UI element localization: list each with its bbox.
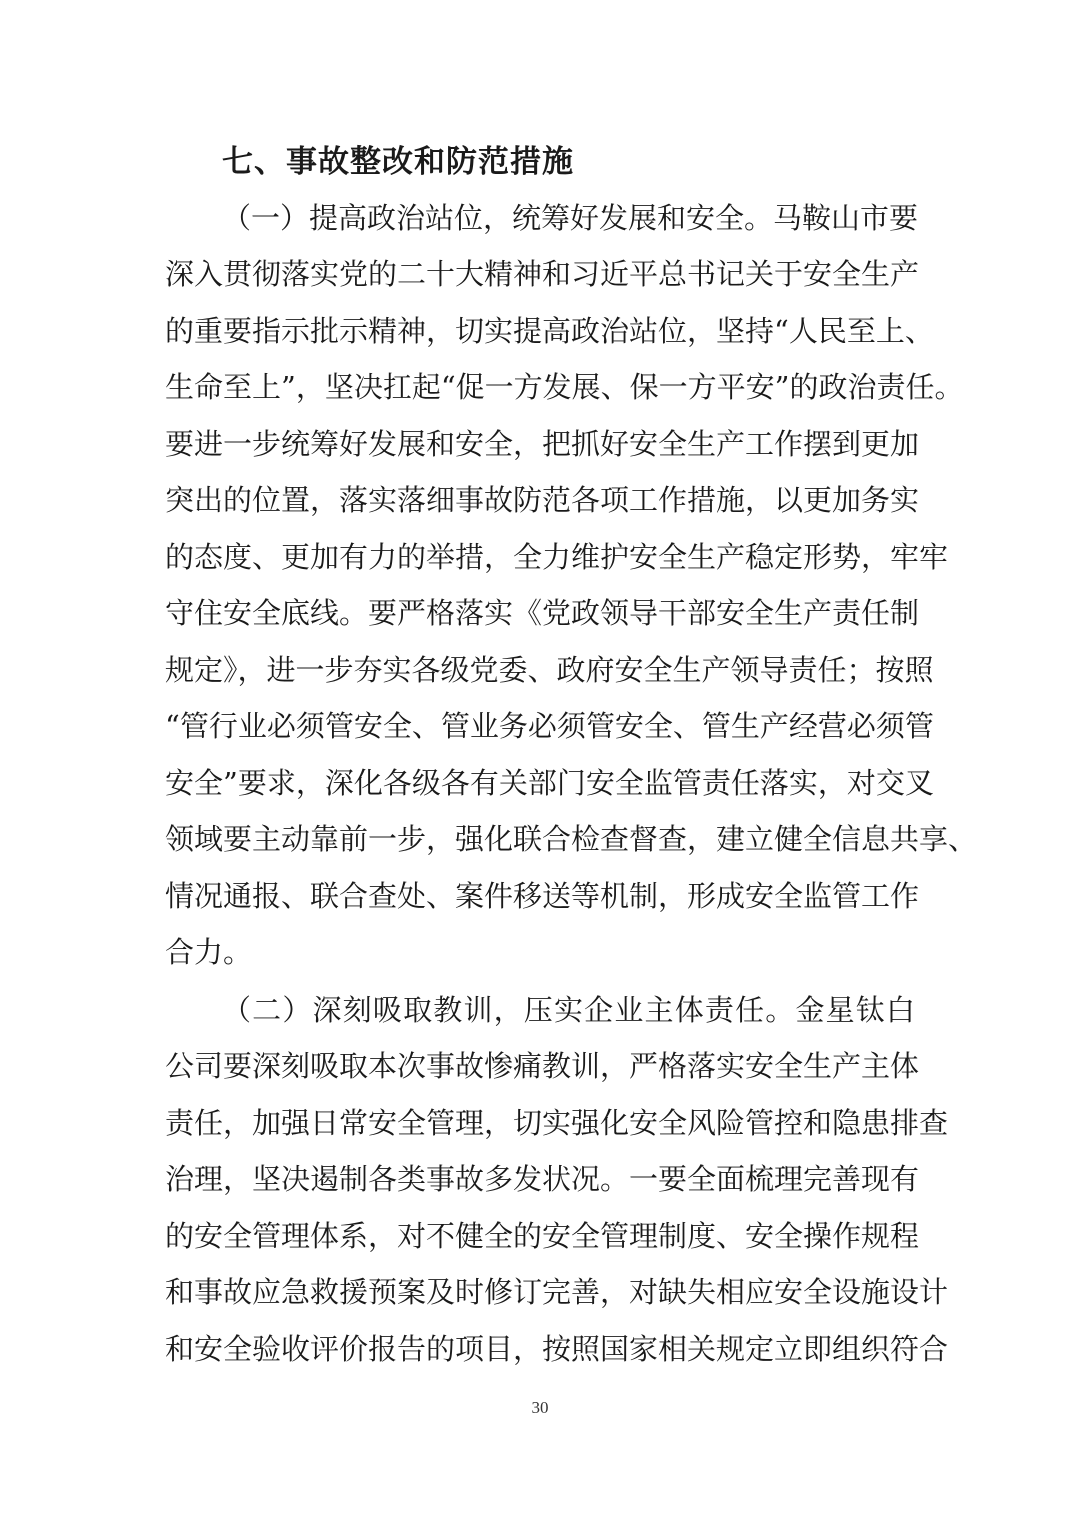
- paragraph-line: （二）深刻吸取教训，压实企业主体责任。金星钛白: [222, 993, 915, 1027]
- paragraph-line: 生命至上”，坚决扛起“促一方发展、保一方平安”的政治责任。: [165, 370, 964, 404]
- paragraph-line: 情况通报、联合查处、案件移送等机制，形成安全监管工作: [165, 879, 920, 913]
- paragraph-line: 要进一步统筹好发展和安全，把抓好安全生产工作摆到更加: [165, 427, 920, 461]
- paragraph-line: 责任，加强日常安全管理，切实强化安全风险管控和隐患排查: [165, 1106, 949, 1140]
- paragraph-line: 规定》，进一步夯实各级党委、政府安全生产领导责任；按照: [165, 653, 934, 687]
- paragraph-line: “管行业必须管安全、管业务必须管安全、管生产经营必须管: [165, 709, 934, 743]
- paragraph-line: （一）提高政治站位，统筹好发展和安全。马鞍山市要: [222, 201, 919, 235]
- paragraph-line: 和安全验收评价报告的项目，按照国家相关规定立即组织符合: [165, 1332, 949, 1366]
- paragraph-line: 深入贯彻落实党的二十大精神和习近平总书记关于安全生产: [165, 257, 920, 291]
- paragraph-line: 领域要主动靠前一步，强化联合检查督查，建立健全信息共享、: [165, 822, 978, 856]
- page-number: 30: [531, 1398, 549, 1417]
- paragraph-line: 的安全管理体系，对不健全的安全管理制度、安全操作规程: [165, 1219, 920, 1253]
- paragraph-line: 治理，坚决遏制各类事故多发状况。一要全面梳理完善现有: [165, 1162, 920, 1196]
- section-heading: 七、事故整改和防范措施: [222, 144, 574, 180]
- paragraph-line: 的重要指示批示精神，切实提高政治站位，坚持“人民至上、: [165, 314, 934, 348]
- paragraph-line: 合力。: [165, 935, 253, 969]
- paragraph-line: 公司要深刻吸取本次事故惨痛教训，严格落实安全生产主体: [165, 1049, 920, 1083]
- paragraph-line: 突出的位置，落实落细事故防范各项工作措施，以更加务实: [165, 483, 920, 517]
- paragraph-line: 和事故应急救援预案及时修订完善，对缺失相应安全设施设计: [165, 1275, 949, 1309]
- paragraph-line: 的态度、更加有力的举措，全力维护安全生产稳定形势，牢牢: [165, 540, 949, 574]
- paragraph-line: 守住安全底线。要严格落实《党政领导干部安全生产责任制: [165, 596, 920, 630]
- paragraph-line: 安全”要求，深化各级各有关部门安全监管责任落实，对交叉: [165, 766, 934, 800]
